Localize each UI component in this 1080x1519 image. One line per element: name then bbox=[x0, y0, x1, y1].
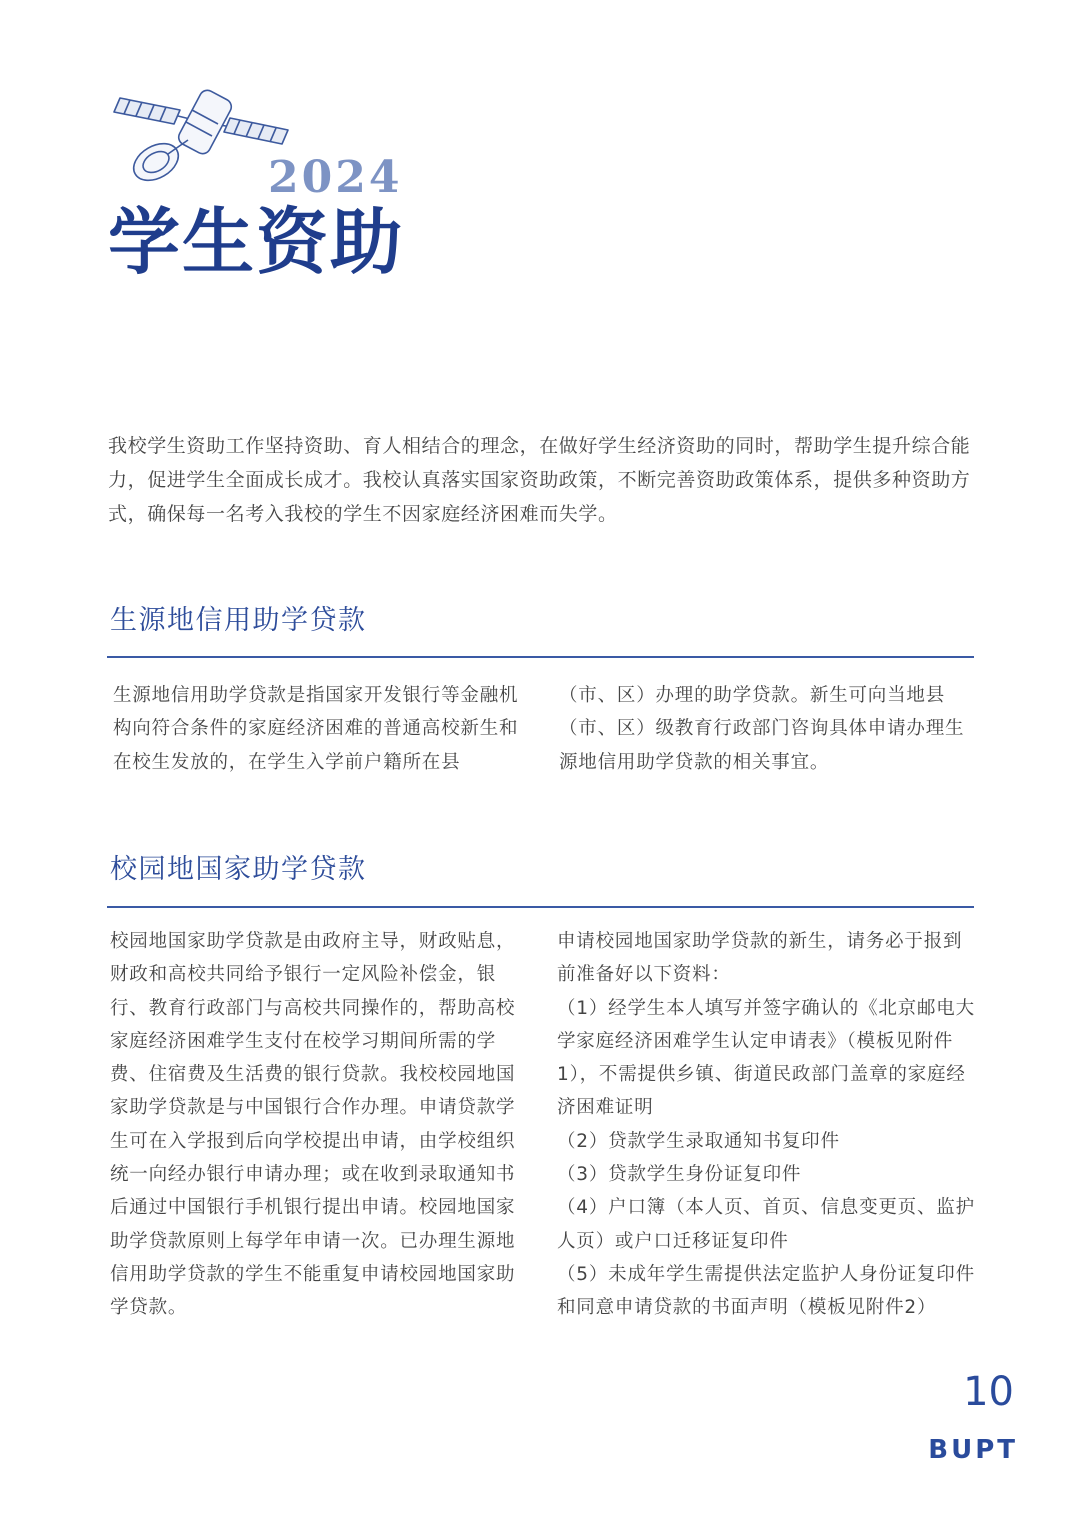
year-label: 2024 bbox=[268, 152, 403, 203]
list-item: （1）经学生本人填写并签字确认的《北京邮电大学家庭经济困难学生认定申请表》（模板见附件1），不需提供乡镇、街道民政部门盖章的家庭经济困难证明 bbox=[557, 997, 975, 1119]
section-divider bbox=[107, 906, 974, 908]
materials-intro: 申请校园地国家助学贷款的新生，请务必于报到前准备好以下资料： bbox=[557, 931, 963, 986]
list-item: （5）未成年学生需提供法定监护人身份证复印件和同意申请贷款的书面声明（模板见附件2） bbox=[557, 1263, 975, 1319]
intro-paragraph: 我校学生资助工作坚持资助、育人相结合的理念，在做好学生经济资助的同时，帮助学生提升综合能力，促进学生全面成长成才。我校认真落实国家资助政策，不断完善资助政策体系，提供多种资助方式，确保每一名考入我校的学生不因家庭经济困难而失学。 bbox=[108, 435, 971, 525]
campus-loan-text-left: 校园地国家助学贷款是由政府主导，财政贴息，财政和高校共同给予银行一定风险补偿金，银行、教育行政部门与高校共同操作的，帮助高校家庭经济困难学生支付在校学习期间所需的学费、住宿费及生活费的银行贷款。我校校园地国家助学贷款是与中国银行合作办理。申请贷款学生可在入学报到后向学校提出申请，由学校组织统一向经办银行申请办理；或在收到录取通知书后通过中国银行手机银行提出申请。校园地国家助学贷款原则上每学年申请一次。已办理生源地信用助学贷款的学生不能重复申请校园地国家助学贷款。 bbox=[110, 931, 516, 1319]
list-item: （2）贷款学生录取通知书复印件 bbox=[557, 1130, 840, 1152]
list-item: （4）户口簿（本人页、首页、信息变更页、监护人页）或户口迁移证复印件 bbox=[557, 1197, 975, 1252]
satellite-icon bbox=[112, 80, 292, 200]
local-loan-text-right: （市、区）办理的助学贷款。新生可向当地县（市、区）级教育行政部门咨询具体申请办理生源地信用助学贷款的相关事宜。 bbox=[559, 685, 965, 773]
section-title-local-loan: 生源地信用助学贷款 bbox=[110, 605, 367, 636]
bupt-logo: BUPT bbox=[928, 1435, 1018, 1465]
local-loan-text-left: 生源地信用助学贷款是指国家开发银行等金融机构向符合条件的家庭经济困难的普通高校新生和在校生发放的，在学生入学前户籍所在县 bbox=[113, 685, 519, 773]
page-title: 学生资助 bbox=[108, 200, 405, 284]
section-divider bbox=[107, 656, 974, 658]
section-title-campus-loan: 校园地国家助学贷款 bbox=[110, 854, 367, 885]
campus-loan-materials bbox=[557, 925, 977, 1325]
list-item: （3）贷款学生身份证复印件 bbox=[557, 1164, 802, 1186]
page-number: 10 bbox=[963, 1369, 1014, 1415]
